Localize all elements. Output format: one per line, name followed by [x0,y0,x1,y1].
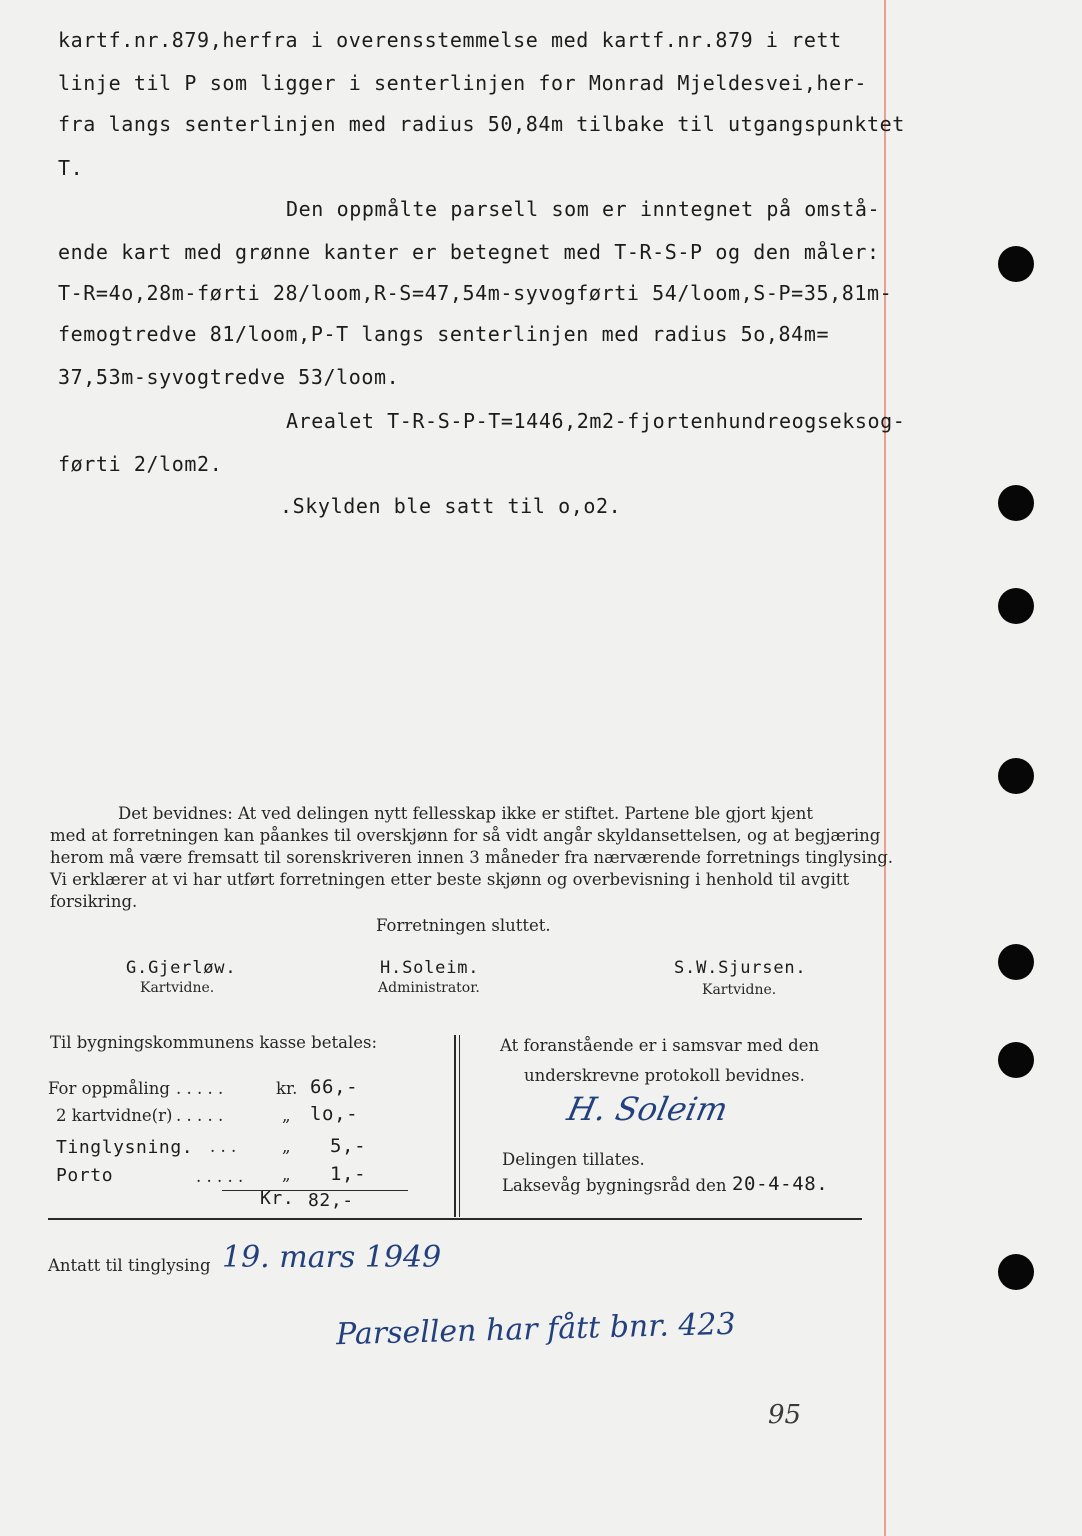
fee-label: Tinglysning. [56,1137,194,1158]
punch-hole [998,588,1034,624]
punch-hole [998,944,1034,980]
registration-label: Antatt til tinglysing [48,1256,211,1275]
printed-paragraph-line: herom må være fremsatt til sorenskriveren innen 3 måneder fra nærværende forretnings tinglysing. [50,848,894,867]
printed-paragraph-line: Det bevidnes: At ved delingen nytt fellesskap ikke er stiftet. Partene ble gjort kjent [118,804,813,823]
signatory-name: S.W.Sjursen. [674,958,807,978]
punch-hole [998,485,1034,521]
fee-amount: 5,- [330,1135,367,1157]
fee-dots: . . . . . [196,1167,244,1186]
punch-hole [998,246,1034,282]
fee-label: For oppmåling [48,1079,170,1098]
fee-unit: „ [282,1106,291,1125]
approval-text: Delingen tillates. [502,1150,645,1169]
handwritten-signature: H. Soleim [563,1090,732,1128]
typed-line: ende kart med grønne kanter er betegnet med T-R-S-P og den måler: [58,240,880,264]
punch-hole [998,1254,1034,1290]
certification-line: underskrevne protokoll bevidnes. [524,1066,805,1085]
punch-hole [998,758,1034,794]
typed-line: Den oppmålte parsell som er inntegnet på omstå- [286,197,881,221]
margin-line [884,0,886,1536]
punch-hole [998,1042,1034,1078]
column-divider [454,1035,456,1217]
council-date: 20-4-48. [732,1173,829,1195]
handwritten-note: Parsellen har fått bnr. 423 [335,1306,737,1353]
fee-label: Porto [56,1165,114,1186]
typed-line: fra langs senterlinjen med radius 50,84m tilbake til utgangspunktet [58,112,905,136]
typed-line: T-R=4o,28m-førti 28/loom,R-S=47,54m-syvogførti 54/loom,S-P=35,81m- [58,281,893,305]
signatory-name: G.Gjerløw. [126,958,237,978]
typed-line: femogtredve 81/loom,P-T langs senterlinjen med radius 5o,84m= [58,322,830,346]
fee-amount: lo,- [310,1103,359,1125]
fee-dots: . . . [210,1137,237,1156]
printed-paragraph-line: Vi erklærer at vi har utført forretningen etter beste skjønn og overbevisning i henhold til avgitt [50,870,850,889]
typed-line: førti 2/lom2. [58,452,223,476]
fees-heading: Til bygningskommunens kasse betales: [50,1033,378,1052]
closing-text: Forretningen sluttet. [376,916,551,935]
signatory-name: H.Soleim. [380,958,480,978]
registration-date: 19. mars 1949 [222,1240,442,1275]
printed-paragraph-line: forsikring. [50,892,138,911]
council-label: Laksevåg bygningsråd den [502,1176,727,1195]
signatory-role: Kartvidne. [702,982,777,998]
typed-line: kartf.nr.879,herfra i overensstemmelse med kartf.nr.879 i rett [58,28,842,52]
fee-total-amount: 82,- [308,1190,354,1211]
fee-total-unit: Kr. [260,1188,295,1209]
fee-dots: . . . . . [176,1079,224,1098]
fee-unit: kr. [276,1079,298,1098]
section-rule [48,1218,862,1220]
fee-unit: „ [282,1137,291,1156]
signatory-role: Administrator. [378,980,480,996]
typed-line: T. [58,156,84,180]
fee-unit: „ [282,1165,291,1184]
typed-line: Arealet T-R-S-P-T=1446,2m2-fjortenhundreogseksog- [286,409,906,433]
certification-line: At foranstående er i samsvar med den [500,1036,820,1055]
typed-line: 37,53m-syvogtredve 53/loom. [58,365,400,389]
fee-amount: 1,- [330,1163,367,1185]
fee-amount: 66,- [310,1076,359,1098]
signatory-role: Kartvidne. [140,980,215,996]
fee-dots: . . . . . [176,1106,224,1125]
typed-line: .Skylden ble satt til o,o2. [280,494,622,518]
typed-line: linje til P som ligger i senterlinjen for Monrad Mjeldesvei,her- [58,71,868,95]
printed-paragraph-line: med at forretningen kan påankes til overskjønn for så vidt angår skyldansettelsen, og at begjæring [50,826,881,845]
page-number: 95 [768,1400,802,1430]
column-divider [459,1035,460,1217]
fee-label: 2 kartvidne(r) [56,1106,173,1125]
